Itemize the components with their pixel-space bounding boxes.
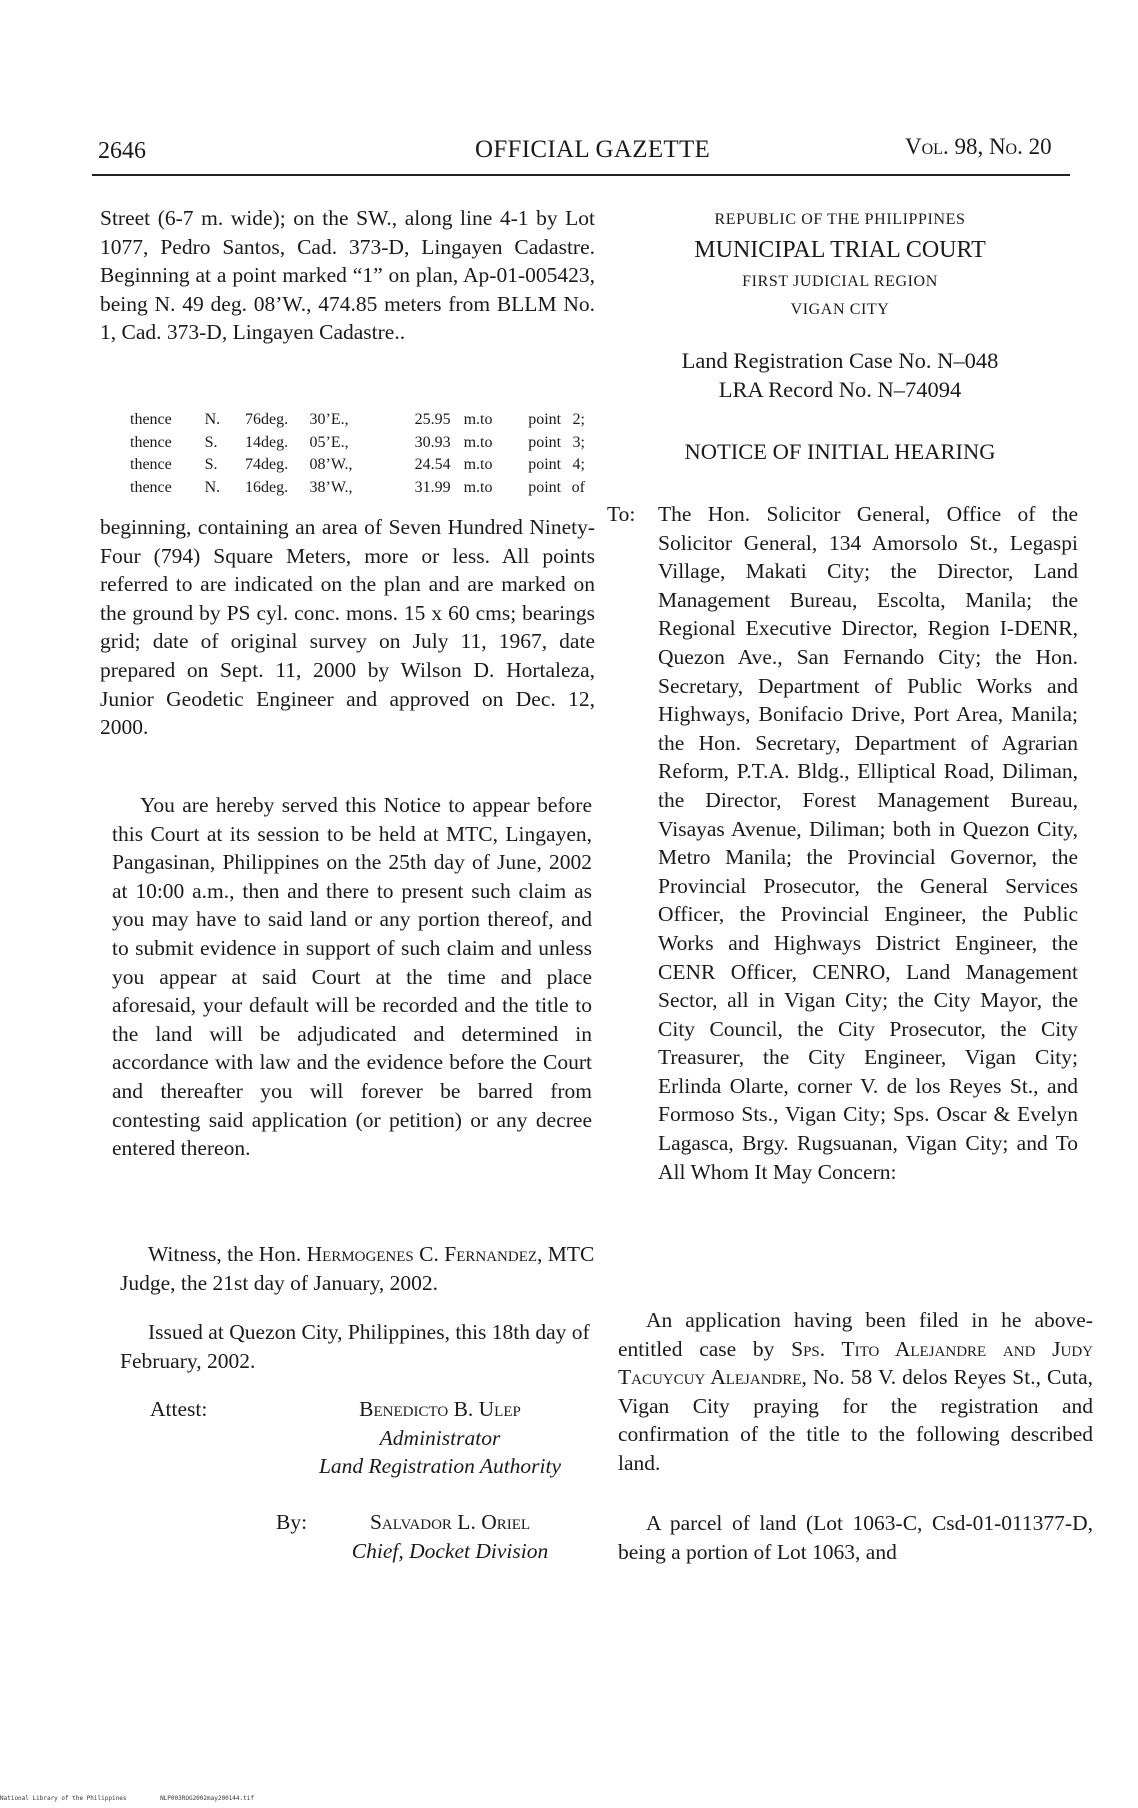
library-label: National Library of the Philippines (0, 1795, 127, 1802)
court-heading (640, 206, 1040, 324)
file-label: NLP003ROG2002may200144.tif (160, 1795, 254, 1802)
bearing-cell: 14 (245, 433, 262, 451)
bearing-cell: 24.54 (414, 456, 451, 473)
bearing-cell: N. (204, 478, 221, 496)
witness-paragraph (120, 1240, 600, 1297)
scan-footer (0, 1795, 254, 1802)
application-text-2: No. 58 V. delos Reyes St., Cuta, Vigan City praying for the registration and confirmation of the title to the following described land. (618, 1365, 1094, 1475)
attest-signatory (280, 1395, 600, 1481)
addressees-paragraph: The Hon. Solicitor General, Office of the Solicitor General, 134 Amorsolo St., Legaspi Village, Makati City; the Director, Land Management Bureau, Escolta, Manila; the Regional Executive Director, Region I-DENR, Quezon Ave., San Fernando City; the Hon. Secretary, Department of Public Works and Highways, Bonifacio Drive, Port Area, Manila; the Hon. Secretary, Department of Agrarian Reform, P.T.A. Bldg., Elliptical Road, Diliman, the Director, Forest Management Bureau, Visayas Avenue, Diliman; both in Quezon City, Metro Manila; the Provincial Governor, the Provincial Prosecutor, the General Services Officer, the Provincial Engineer, the Public Works and Highways District Engineer, the CENR Officer, CENRO, Land Management Sector, all in Vigan City; the City Mayor, the City Council, the City Prosecutor, the City Treasurer, the City Engineer, Vigan City; Erlinda Olarte, corner V. de los Reyes St., and Formoso Sts., Vigan City; Sps. Oscar & Evelyn Lagasca, Brgy. Rugsuanan, Vigan City; and To All Whom It May Concern: (658, 502, 1078, 1184)
attest-title-1: Administrator (379, 1425, 501, 1450)
by-title: Chief, Docket Division (351, 1538, 549, 1563)
header-rule (92, 174, 1070, 176)
case-block (640, 346, 1040, 404)
bearing-cell: 31.99 (414, 478, 451, 496)
bearing-cell: to (480, 456, 493, 473)
bearing-cell: S. (204, 433, 218, 451)
left-intro-paragraph: Street (6-7 m. wide); on the SW., along line 4-1 by Lot 1077, Pedro Santos, Cad. 373-D, Lingayen Cadastre. Beginning at a point marked “1” on plan, Ap-01-005423, being N. 49 deg. 08’W., 474.85 meters from BLLM No. 1, Cad. 373-D, Lingayen Cadastre.. (100, 206, 595, 345)
lra-record-number: LRA Record No. N–74094 (718, 377, 962, 402)
bearing-cell: S. (204, 456, 218, 473)
publication-title: OFFICIAL GAZETTE (475, 136, 711, 163)
bearing-cell: 3; (572, 433, 585, 451)
bearing-cell: 76 (245, 411, 262, 428)
by-name: Salvador L. Oriel (369, 1510, 531, 1534)
bearing-cell: N. (204, 411, 221, 428)
bearing-cell: 30’E., (309, 411, 349, 428)
bearing-cell: 2; (572, 411, 585, 428)
bearing-cell: 38’W., (309, 478, 353, 496)
notice-title: NOTICE OF INITIAL HEARING (684, 439, 996, 464)
court-name: MUNICIPAL TRIAL COURT (694, 237, 986, 263)
bearing-cell: deg. (261, 433, 289, 451)
bearing-cell: to (480, 478, 493, 496)
attest-label: Attest: (150, 1397, 208, 1421)
bearing-cell: point (528, 456, 562, 473)
bearing-row (130, 477, 585, 500)
bearing-cell: m. (463, 411, 481, 428)
application-text-1: An application having been filed in he above-entitled case by (618, 1308, 1093, 1361)
bearing-row (130, 432, 585, 455)
notice-paragraph: You are hereby served this Notice to appear before this Court at its session to be held at MTC, Lingayen, Pangasinan, Philippines on the 25th day of June, 2002 at 10:00 a.m., then and there to present such claim as you may have to said land or any portion thereof, and to submit evidence in support of such claim and unless you appear at said Court at the time and place aforesaid, your default will be recorded and the title to the land will be adjudicated and determined in accordance with law and the evidence before the Court and thereafter you will forever be barred from contesting said application (or petition) or any decree entered thereon. (112, 793, 592, 1161)
bearing-cell: m. (463, 433, 481, 451)
bearing-cell: thence (130, 433, 172, 451)
bearing-cell: point (528, 478, 562, 496)
bearing-cell: 4; (572, 456, 585, 473)
application-paragraph (618, 1306, 1093, 1478)
witness-name: Hermogenes C. Fernandez, (306, 1242, 543, 1266)
attest-name: Benedicto B. Ulep (359, 1397, 521, 1421)
issued-paragraph: Issued at Quezon City, Philippines, this 18th day of February, 2002. (120, 1320, 590, 1373)
bearing-cell: m. (463, 478, 481, 496)
bearing-cell: m. (463, 456, 481, 473)
republic-line: REPUBLIC OF THE PHILIPPINES (714, 211, 966, 228)
bearing-cell: 08’W., (309, 456, 353, 473)
bearing-cell: 05’E., (309, 433, 349, 451)
by-signatory (320, 1508, 580, 1565)
bearing-cell: thence (130, 411, 172, 428)
attest-title-2: Land Registration Authority (318, 1454, 562, 1479)
bearing-cell: 30.93 (414, 433, 451, 451)
bearing-cell: to (480, 433, 493, 451)
page-number: 2646 (98, 138, 146, 164)
city-line: VIGAN CITY (790, 301, 890, 318)
applicant-names: Sps. Tito Alejandre and Judy Tacuycuy Alejandre, (618, 1336, 1093, 1390)
to-label: To: (607, 502, 636, 526)
bearing-cell: deg. (261, 478, 289, 496)
bearing-cell: to (480, 411, 493, 428)
bearing-cell: of (571, 478, 585, 496)
left-continuation-paragraph: beginning, containing an area of Seven Hundred Ninety-Four (794) Square Meters, more or less. All points referred to are indicated on the plan and are marked on the ground by PS cyl. conc. mons. 15 x 60 cms; bearings grid; date of original survey on July 11, 1967, date prepared on Sept. 11, 2000 by Wilson D. Hortaleza, Junior Geodetic Engineer and approved on Dec. 12, 2000. (100, 515, 595, 740)
bearing-cell: thence (130, 478, 172, 496)
bearing-cell: 16 (245, 478, 262, 496)
bearing-cell: deg. (261, 456, 289, 473)
bearing-cell: 25.95 (414, 411, 451, 428)
by-label: By: (276, 1510, 308, 1534)
bearing-cell: point (528, 433, 562, 451)
bearing-cell: point (528, 411, 562, 428)
case-number: Land Registration Case No. N–048 (681, 348, 999, 373)
volume-label: Vol. 98, No. 20 (905, 134, 1052, 159)
parcel-paragraph: A parcel of land (Lot 1063-C, Csd-01-011377-D, being a portion of Lot 1063, and (618, 1511, 1093, 1564)
witness-suffix: MTC Judge, the 21st day of January, 2002. (120, 1242, 595, 1295)
bearing-row (130, 409, 585, 432)
bearings-table (130, 409, 585, 499)
bearing-cell: thence (130, 456, 172, 473)
bearing-cell: deg. (261, 411, 289, 428)
bearing-row (130, 454, 585, 477)
region-line: FIRST JUDICIAL REGION (742, 273, 938, 290)
witness-prefix: Witness, the Hon. (148, 1242, 302, 1266)
bearing-cell: 74 (245, 456, 262, 473)
